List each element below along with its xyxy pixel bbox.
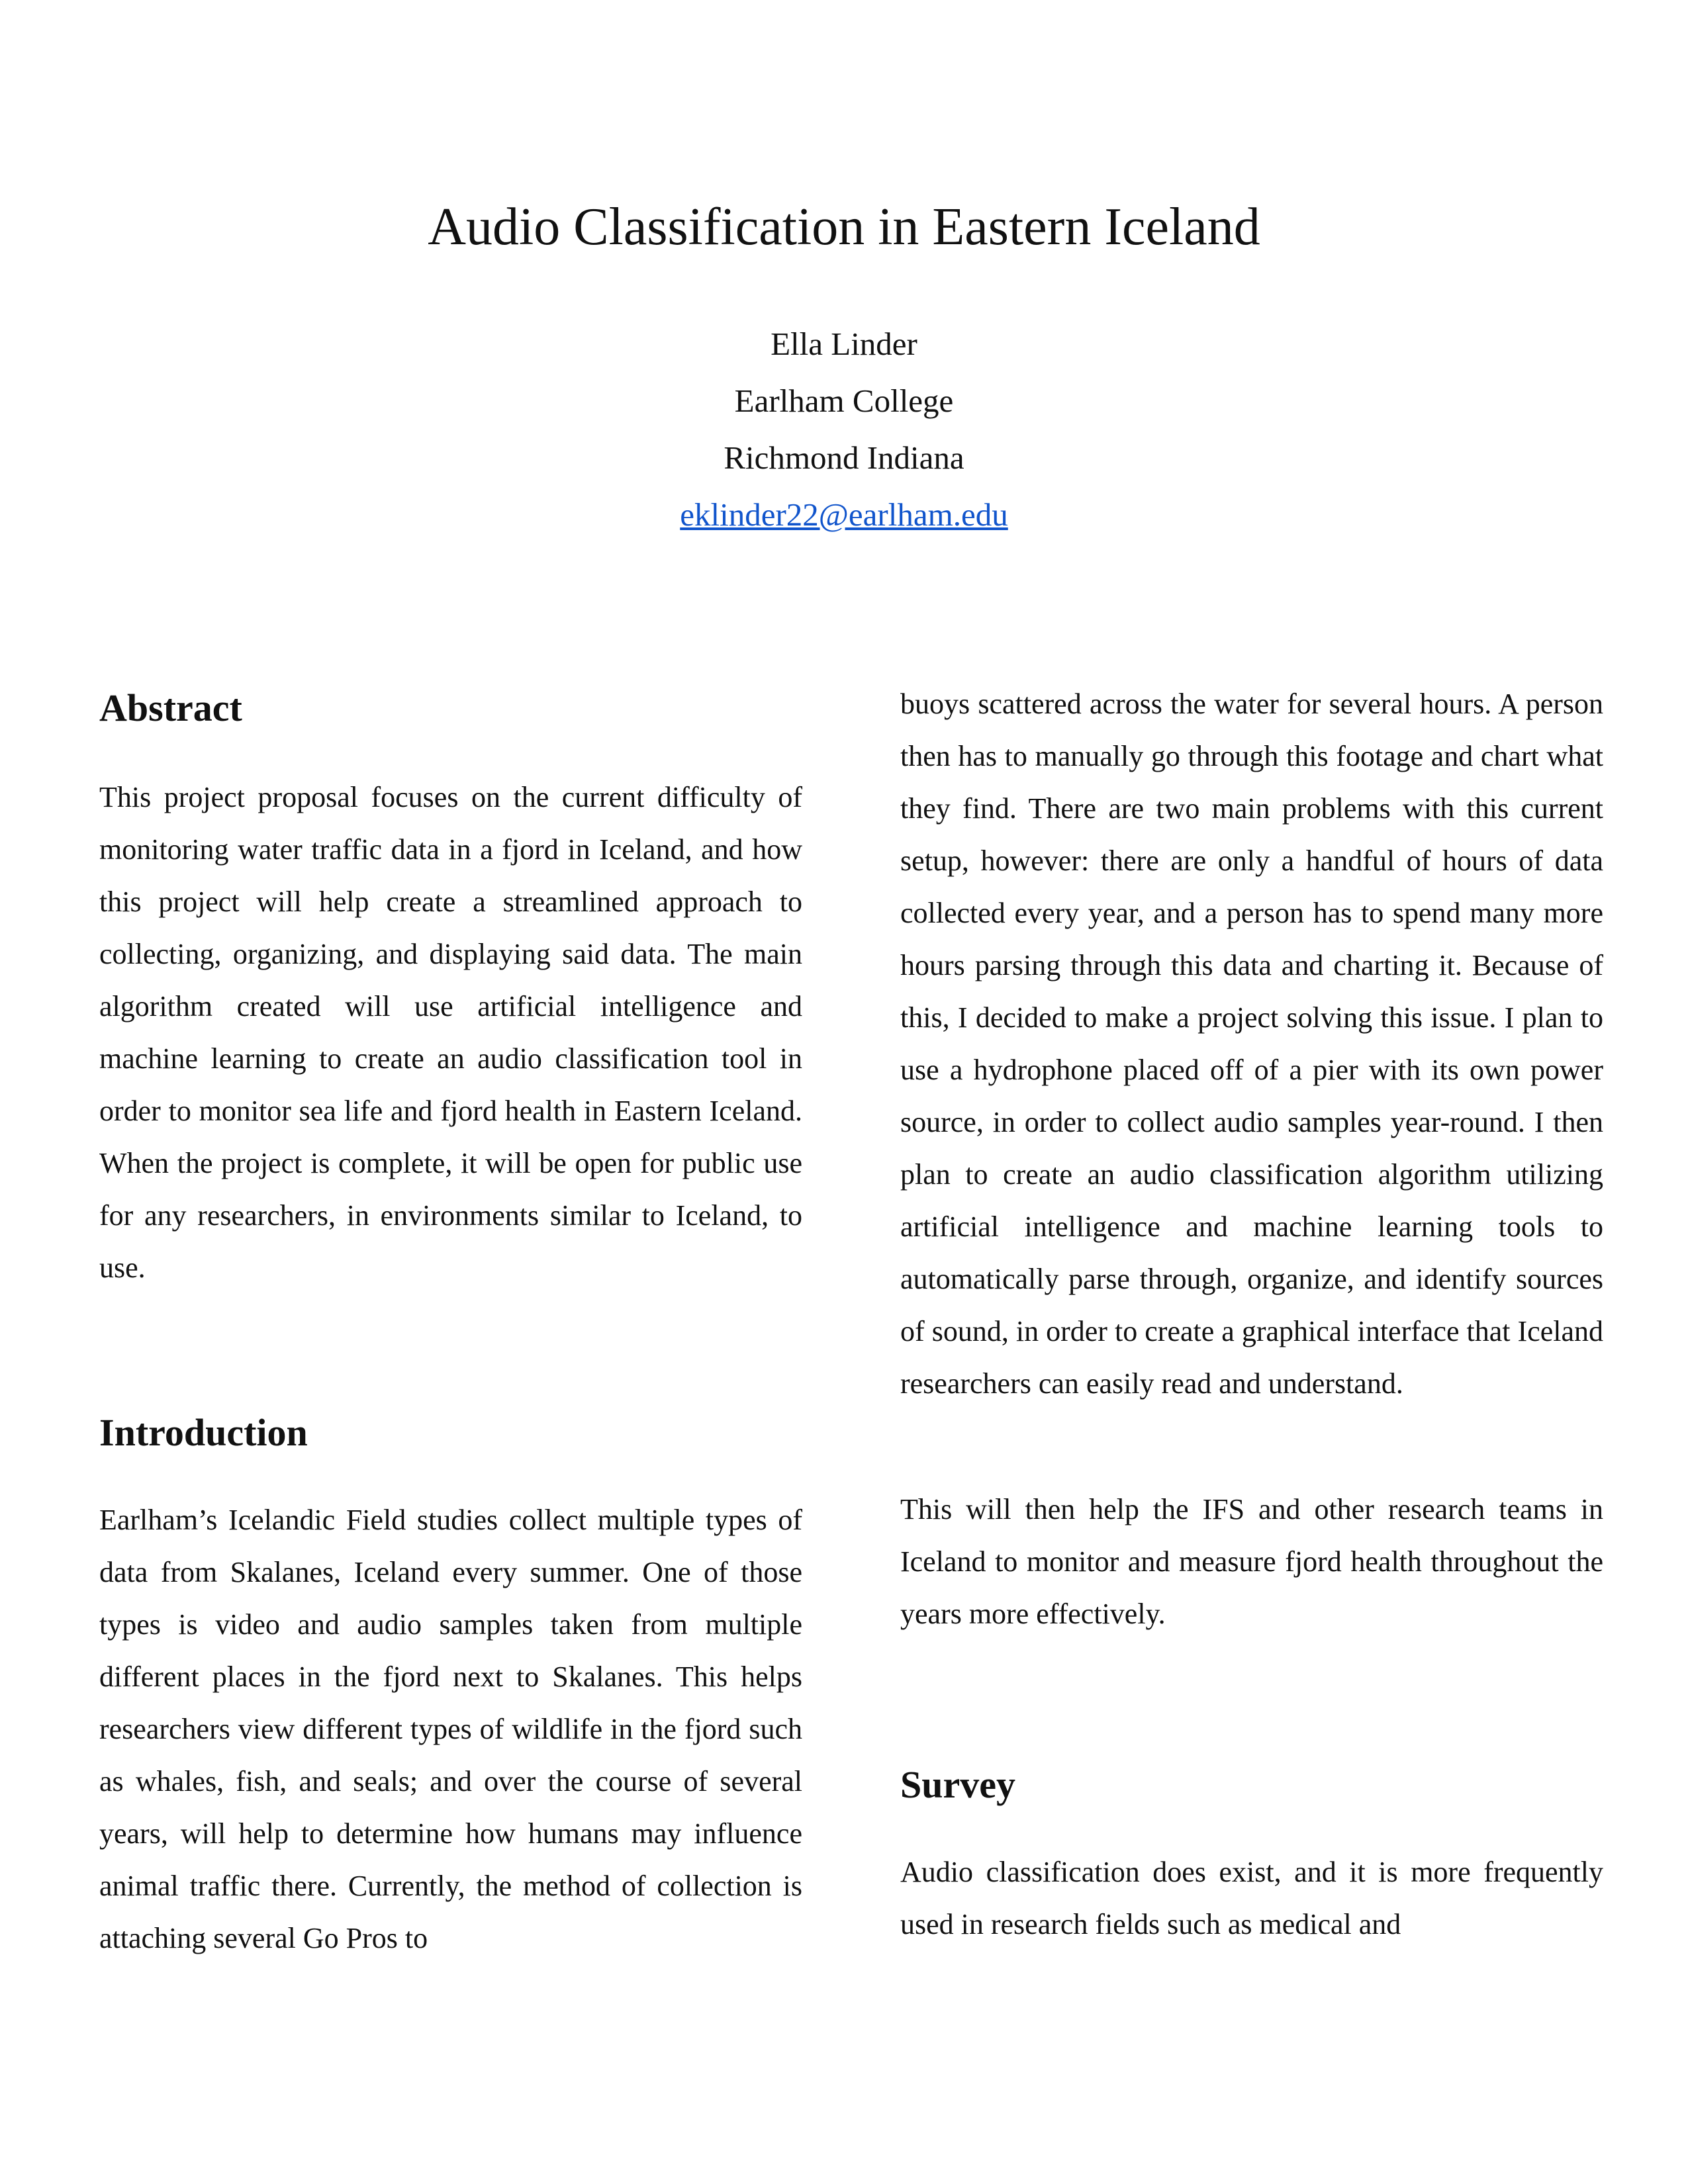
introduction-heading: Introduction — [99, 1411, 308, 1454]
introduction-paragraph-1: Earlham’s Icelandic Field studies collect multiple types of data from Skalanes, Iceland every summer. One of those types is video and audio samples taken from multiple different places in the fjord next to Skalanes. This helps researchers view different types of wildlife in the fjord such as whales, fish, and seals; and over the course of several years, will help to determine how humans may influence animal traffic there. Currently, the method of collection is attaching several Go Pros to — [99, 1504, 802, 1954]
author-name: Ella Linder — [771, 326, 917, 362]
introduction-paragraph-3: This will then help the IFS and other research teams in Iceland to monitor and measure fjord health throughout the years more effectively. — [900, 1493, 1603, 1630]
author-affiliation: Earlham College — [734, 383, 954, 419]
survey-paragraph: Audio classification does exist, and it is more frequently used in research fields such as medical and — [900, 1856, 1603, 1940]
survey-heading: Survey — [900, 1763, 1015, 1806]
author-location: Richmond Indiana — [724, 439, 964, 476]
paper-title: Audio Classification in Eastern Iceland — [428, 198, 1260, 256]
introduction-paragraph-2: buoys scattered across the water for several hours. A person then has to manually go through this footage and chart what they find. There are two main problems with this current setup, however: there are only a handful of hours of data collected every year, and a person has to spend many more hours parsing through this data and charting it. Because of this, I decided to make a project solving this issue. I plan to use a hydrophone placed off of a pier with its own power source, in order to collect audio samples year-round. I then plan to create an audio classification algorithm utilizing artificial intelligence and machine learning tools to automatically parse through, organize, and identify sources of sound, in order to create a graphical interface that Iceland researchers can easily read and understand. — [900, 688, 1603, 1400]
author-email-link[interactable]: eklinder22@earlham.edu — [680, 496, 1008, 533]
abstract-paragraph: This project proposal focuses on the current difficulty of monitoring water traffic data in a fjord in Iceland, and how this project will help create a streamlined approach to collecting, organizing, and displaying said data. The main algorithm created will use artificial intelligence and machine learning to create an audio classification tool in order to monitor sea life and fjord health in Eastern Iceland. When the project is complete, it will be open for public use for any researchers, in environments similar to Iceland, to use. — [99, 781, 802, 1284]
abstract-heading: Abstract — [99, 686, 242, 729]
